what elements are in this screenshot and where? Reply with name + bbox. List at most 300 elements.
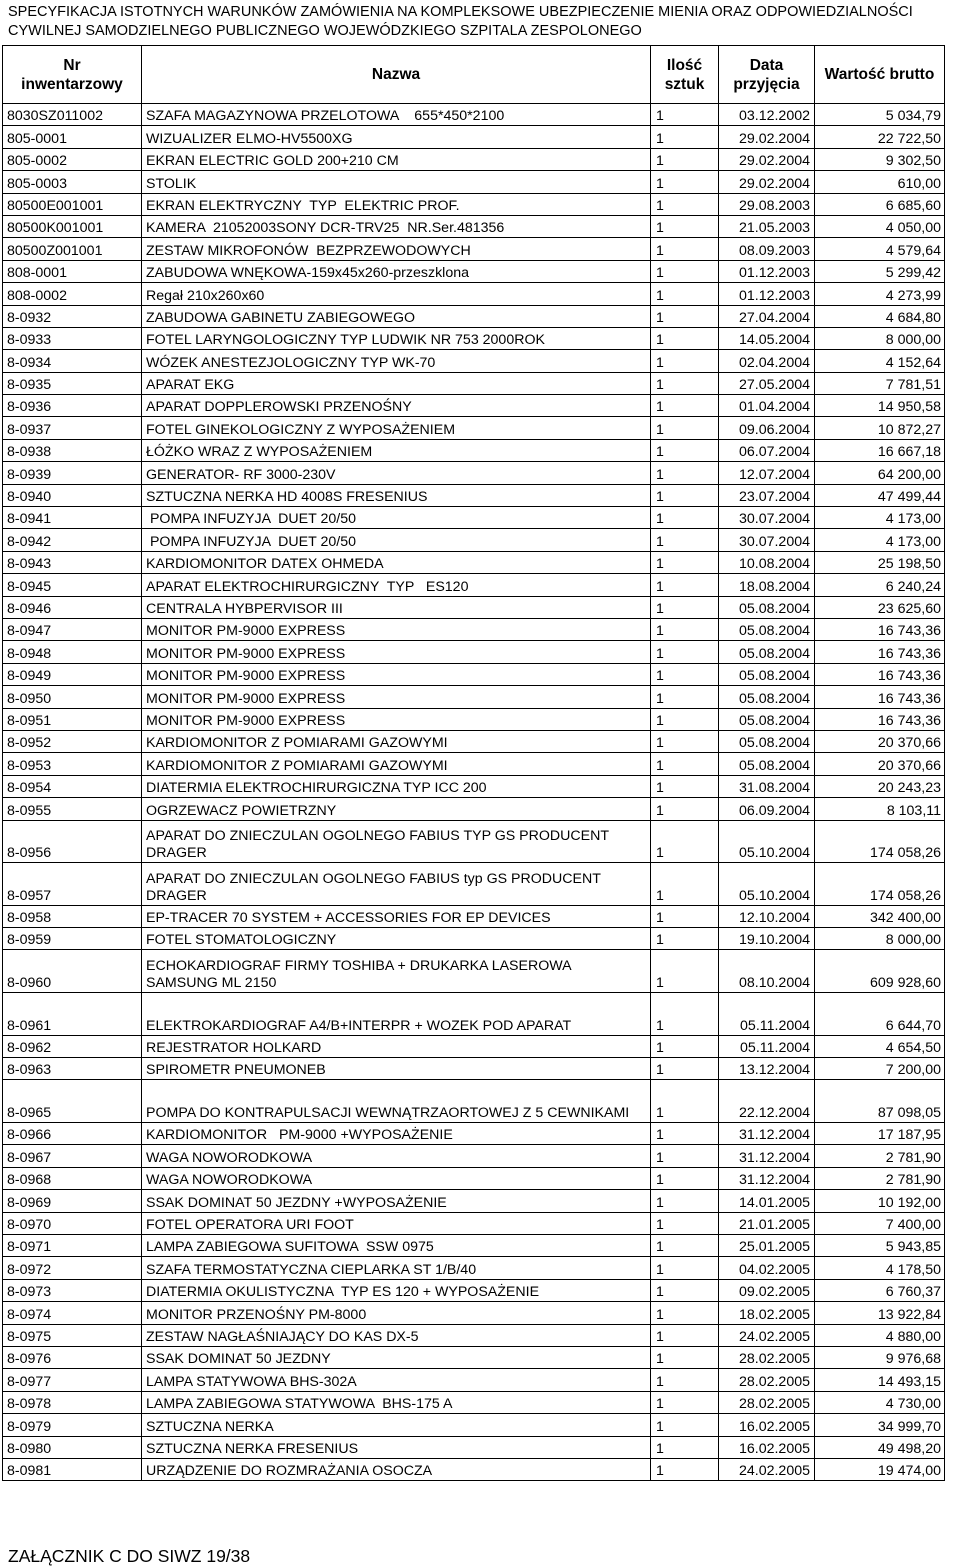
cell-quantity: 1 (651, 439, 719, 461)
cell-gross-value: 16 743,36 (815, 641, 945, 663)
cell-inventory-number: 8030SZ011002 (3, 104, 142, 126)
table-row (3, 260, 945, 282)
cell-gross-value: 5 299,42 (815, 260, 945, 282)
cell-name: REJESTRATOR HOLKARD (142, 1035, 651, 1057)
table-row (3, 1035, 945, 1057)
cell-inventory-number: 8-0965 (3, 1080, 142, 1123)
cell-quantity: 1 (651, 1035, 719, 1057)
cell-date: 05.08.2004 (719, 663, 815, 685)
table-row (3, 1458, 945, 1480)
cell-date: 03.12.2002 (719, 104, 815, 126)
cell-date: 14.05.2004 (719, 327, 815, 349)
cell-name: WAGA NOWORODKOWA (142, 1145, 651, 1167)
cell-quantity: 1 (651, 372, 719, 394)
cell-inventory-number: 8-0973 (3, 1279, 142, 1301)
cell-gross-value: 2 781,90 (815, 1167, 945, 1189)
cell-date: 30.07.2004 (719, 507, 815, 529)
cell-name: STOLIK (142, 171, 651, 193)
cell-inventory-number: 8-0938 (3, 439, 142, 461)
cell-name: FOTEL STOMATOLOGICZNY (142, 928, 651, 950)
cell-date: 23.07.2004 (719, 484, 815, 506)
cell-gross-value: 8 103,11 (815, 798, 945, 820)
cell-gross-value: 25 198,50 (815, 551, 945, 573)
table-row (3, 551, 945, 573)
cell-gross-value: 6 644,70 (815, 993, 945, 1036)
cell-inventory-number: 8-0966 (3, 1123, 142, 1145)
column-header-name: Nazwa (142, 46, 651, 104)
cell-date: 31.12.2004 (719, 1123, 815, 1145)
cell-inventory-number: 8-0945 (3, 574, 142, 596)
cell-inventory-number: 8-0956 (3, 820, 142, 863)
cell-inventory-number: 8-0959 (3, 928, 142, 950)
table-row (3, 484, 945, 506)
table-header-row (3, 46, 945, 104)
cell-gross-value: 4 173,00 (815, 529, 945, 551)
cell-quantity: 1 (651, 1080, 719, 1123)
cell-quantity: 1 (651, 238, 719, 260)
cell-name: Regał 210x260x60 (142, 283, 651, 305)
column-header-gross-value: Wartość brutto (815, 46, 945, 104)
table-row (3, 1190, 945, 1212)
cell-quantity: 1 (651, 1324, 719, 1346)
cell-gross-value: 2 781,90 (815, 1145, 945, 1167)
footer-attachment-label: ZAŁĄCZNIK C DO SIWZ 19/38 (8, 1546, 251, 1566)
cell-gross-value: 16 743,36 (815, 618, 945, 640)
cell-name: ELEKTROKARDIOGRAF A4/B+INTERPR + WOZEK POD APARAT (142, 993, 651, 1036)
cell-gross-value: 4 730,00 (815, 1391, 945, 1413)
cell-name: GENERATOR- RF 3000-230V (142, 462, 651, 484)
cell-name: MONITOR PM-9000 EXPRESS (142, 663, 651, 685)
cell-name: EKRAN ELECTRIC GOLD 200+210 CM (142, 148, 651, 170)
cell-name: MONITOR PM-9000 EXPRESS (142, 686, 651, 708)
cell-name: EP-TRACER 70 SYSTEM + ACCESSORIES FOR EP DEVICES (142, 905, 651, 927)
cell-gross-value: 6 240,24 (815, 574, 945, 596)
cell-gross-value: 9 302,50 (815, 148, 945, 170)
cell-quantity: 1 (651, 529, 719, 551)
table-row (3, 215, 945, 237)
cell-quantity: 1 (651, 171, 719, 193)
cell-date: 08.09.2003 (719, 238, 815, 260)
cell-quantity: 1 (651, 1257, 719, 1279)
cell-gross-value: 34 999,70 (815, 1414, 945, 1436)
cell-name: FOTEL OPERATORA URI FOOT (142, 1212, 651, 1234)
cell-inventory-number: 8-0963 (3, 1058, 142, 1080)
table-row (3, 863, 945, 906)
table-row (3, 596, 945, 618)
column-header-quantity: Ilość sztuk (651, 46, 719, 104)
cell-date: 18.02.2005 (719, 1302, 815, 1324)
cell-inventory-number: 8-0970 (3, 1212, 142, 1234)
cell-name: ZABUDOWA GABINETU ZABIEGOWEGO (142, 305, 651, 327)
cell-quantity: 1 (651, 1346, 719, 1368)
cell-quantity: 1 (651, 753, 719, 775)
cell-gross-value: 14 950,58 (815, 395, 945, 417)
cell-date: 24.02.2005 (719, 1458, 815, 1480)
cell-inventory-number: 8-0955 (3, 798, 142, 820)
cell-gross-value: 7 200,00 (815, 1058, 945, 1080)
cell-inventory-number: 8-0936 (3, 395, 142, 417)
cell-name: KAMERA 21052003SONY DCR-TRV25 NR.Ser.481356 (142, 215, 651, 237)
table-row (3, 663, 945, 685)
cell-quantity: 1 (651, 215, 719, 237)
cell-date: 25.01.2005 (719, 1234, 815, 1256)
cell-inventory-number: 8-0934 (3, 350, 142, 372)
table-row (3, 305, 945, 327)
cell-gross-value: 4 050,00 (815, 215, 945, 237)
cell-gross-value: 64 200,00 (815, 462, 945, 484)
cell-gross-value: 23 625,60 (815, 596, 945, 618)
table-row (3, 820, 945, 863)
cell-name: URZĄDZENIE DO ROZMRAŻANIA OSOCZA (142, 1458, 651, 1480)
header-line-2: CYWILNEJ SAMODZIELNEGO PUBLICZNEGO WOJEWÓDZKIEGO SZPITALA ZESPOLONEGO (8, 23, 642, 39)
cell-date: 12.10.2004 (719, 905, 815, 927)
table-row (3, 686, 945, 708)
cell-name: OGRZEWACZ POWIETRZNY (142, 798, 651, 820)
table-row (3, 641, 945, 663)
cell-date: 05.08.2004 (719, 730, 815, 752)
table-row (3, 1123, 945, 1145)
cell-date: 29.02.2004 (719, 171, 815, 193)
table-row (3, 395, 945, 417)
cell-date: 16.02.2005 (719, 1414, 815, 1436)
cell-date: 05.11.2004 (719, 993, 815, 1036)
cell-inventory-number: 8-0972 (3, 1257, 142, 1279)
table-row (3, 350, 945, 372)
table-row (3, 1369, 945, 1391)
cell-date: 29.08.2003 (719, 193, 815, 215)
table-row (3, 104, 945, 126)
cell-date: 22.12.2004 (719, 1080, 815, 1123)
cell-gross-value: 610,00 (815, 171, 945, 193)
cell-date: 08.10.2004 (719, 950, 815, 993)
cell-name: APARAT EKG (142, 372, 651, 394)
cell-gross-value: 16 743,36 (815, 663, 945, 685)
cell-date: 04.02.2005 (719, 1257, 815, 1279)
cell-date: 31.12.2004 (719, 1167, 815, 1189)
table-row (3, 905, 945, 927)
cell-name: LAMPA STATYWOWA BHS-302A (142, 1369, 651, 1391)
cell-name: FOTEL GINEKOLOGICZNY Z WYPOSAŻENIEM (142, 417, 651, 439)
cell-gross-value: 20 243,23 (815, 775, 945, 797)
cell-quantity: 1 (651, 551, 719, 573)
cell-inventory-number: 808-0001 (3, 260, 142, 282)
cell-date: 16.02.2005 (719, 1436, 815, 1458)
cell-gross-value: 4 654,50 (815, 1035, 945, 1057)
cell-gross-value: 16 743,36 (815, 708, 945, 730)
cell-date: 09.06.2004 (719, 417, 815, 439)
cell-date: 21.05.2003 (719, 215, 815, 237)
cell-quantity: 1 (651, 1369, 719, 1391)
cell-name: SZTUCZNA NERKA HD 4008S FRESENIUS (142, 484, 651, 506)
cell-quantity: 1 (651, 730, 719, 752)
table-row (3, 1279, 945, 1301)
table-row (3, 1257, 945, 1279)
cell-name: MONITOR PM-9000 EXPRESS (142, 708, 651, 730)
cell-gross-value: 49 498,20 (815, 1436, 945, 1458)
cell-gross-value: 6 760,37 (815, 1279, 945, 1301)
cell-gross-value: 6 685,60 (815, 193, 945, 215)
cell-quantity: 1 (651, 1391, 719, 1413)
cell-gross-value: 20 370,66 (815, 753, 945, 775)
table-row (3, 1080, 945, 1123)
cell-name: DIATERMIA OKULISTYCZNA TYP ES 120 + WYPOSAŻENIE (142, 1279, 651, 1301)
cell-date: 05.08.2004 (719, 618, 815, 640)
table-row (3, 1145, 945, 1167)
cell-date: 05.08.2004 (719, 596, 815, 618)
cell-name: SZTUCZNA NERKA (142, 1414, 651, 1436)
cell-date: 18.08.2004 (719, 574, 815, 596)
cell-inventory-number: 8-0981 (3, 1458, 142, 1480)
cell-date: 02.04.2004 (719, 350, 815, 372)
cell-quantity: 1 (651, 950, 719, 993)
table-row (3, 1414, 945, 1436)
table-row (3, 1234, 945, 1256)
cell-name: WÓZEK ANESTEZJOLOGICZNY TYP WK-70 (142, 350, 651, 372)
cell-inventory-number: 80500Z001001 (3, 238, 142, 260)
table-row (3, 1212, 945, 1234)
cell-gross-value: 47 499,44 (815, 484, 945, 506)
table-row (3, 283, 945, 305)
cell-date: 09.02.2005 (719, 1279, 815, 1301)
cell-date: 29.02.2004 (719, 126, 815, 148)
column-header-date: Data przyjęcia (719, 46, 815, 104)
cell-date: 05.10.2004 (719, 820, 815, 863)
cell-gross-value: 8 000,00 (815, 327, 945, 349)
cell-inventory-number: 8-0947 (3, 618, 142, 640)
cell-date: 05.08.2004 (719, 641, 815, 663)
cell-inventory-number: 8-0969 (3, 1190, 142, 1212)
cell-name: ZESTAW NAGŁAŚNIAJĄCY DO KAS DX-5 (142, 1324, 651, 1346)
cell-gross-value: 10 192,00 (815, 1190, 945, 1212)
cell-name: LAMPA ZABIEGOWA SUFITOWA SSW 0975 (142, 1234, 651, 1256)
cell-name: EKRAN ELEKTRYCZNY TYP ELEKTRIC PROF. (142, 193, 651, 215)
cell-gross-value: 7 781,51 (815, 372, 945, 394)
table-row (3, 1302, 945, 1324)
cell-gross-value: 4 880,00 (815, 1324, 945, 1346)
cell-inventory-number: 8-0976 (3, 1346, 142, 1368)
cell-gross-value: 13 922,84 (815, 1302, 945, 1324)
cell-quantity: 1 (651, 708, 719, 730)
cell-quantity: 1 (651, 928, 719, 950)
cell-gross-value: 87 098,05 (815, 1080, 945, 1123)
cell-inventory-number: 8-0943 (3, 551, 142, 573)
cell-quantity: 1 (651, 1302, 719, 1324)
cell-date: 31.12.2004 (719, 1145, 815, 1167)
cell-quantity: 1 (651, 1436, 719, 1458)
cell-quantity: 1 (651, 686, 719, 708)
cell-inventory-number: 8-0941 (3, 507, 142, 529)
cell-quantity: 1 (651, 484, 719, 506)
table-row (3, 1167, 945, 1189)
cell-date: 13.12.2004 (719, 1058, 815, 1080)
cell-quantity: 1 (651, 126, 719, 148)
cell-quantity: 1 (651, 462, 719, 484)
table-row (3, 171, 945, 193)
cell-quantity: 1 (651, 1145, 719, 1167)
cell-inventory-number: 8-0940 (3, 484, 142, 506)
table-body (3, 104, 945, 1481)
table-row (3, 618, 945, 640)
cell-name: POMPA DO KONTRAPULSACJI WEWNĄTRZAORTOWEJ Z 5 CEWNIKAMI (142, 1080, 651, 1123)
cell-date: 21.01.2005 (719, 1212, 815, 1234)
table-row (3, 417, 945, 439)
table-row (3, 1391, 945, 1413)
table-row (3, 993, 945, 1036)
cell-quantity: 1 (651, 775, 719, 797)
cell-gross-value: 9 976,68 (815, 1346, 945, 1368)
cell-inventory-number: 8-0977 (3, 1369, 142, 1391)
cell-name: SPIROMETR PNEUMONEB (142, 1058, 651, 1080)
cell-name: SZAFA MAGAZYNOWA PRZELOTOWA 655*450*2100 (142, 104, 651, 126)
table-row (3, 753, 945, 775)
cell-inventory-number: 8-0967 (3, 1145, 142, 1167)
cell-date: 24.02.2005 (719, 1324, 815, 1346)
cell-name: LAMPA ZABIEGOWA STATYWOWA BHS-175 A (142, 1391, 651, 1413)
table-row (3, 507, 945, 529)
cell-quantity: 1 (651, 596, 719, 618)
table-row (3, 775, 945, 797)
cell-name: KARDIOMONITOR Z POMIARAMI GAZOWYMI (142, 730, 651, 752)
cell-inventory-number: 808-0002 (3, 283, 142, 305)
cell-name: DIATERMIA ELEKTROCHIRURGICZNA TYP ICC 200 (142, 775, 651, 797)
cell-date: 01.12.2003 (719, 260, 815, 282)
cell-inventory-number: 8-0958 (3, 905, 142, 927)
cell-name: ECHOKARDIOGRAF FIRMY TOSHIBA + DRUKARKA LASEROWA SAMSUNG ML 2150 (142, 950, 651, 993)
cell-quantity: 1 (651, 618, 719, 640)
cell-gross-value: 4 178,50 (815, 1257, 945, 1279)
cell-date: 05.08.2004 (719, 708, 815, 730)
cell-inventory-number: 805-0001 (3, 126, 142, 148)
cell-date: 05.11.2004 (719, 1035, 815, 1057)
cell-gross-value: 4 273,99 (815, 283, 945, 305)
cell-quantity: 1 (651, 417, 719, 439)
cell-name: KARDIOMONITOR PM-9000 +WYPOSAŻENIE (142, 1123, 651, 1145)
table-row (3, 126, 945, 148)
document-header (8, 3, 913, 41)
cell-inventory-number: 8-0957 (3, 863, 142, 906)
cell-inventory-number: 8-0960 (3, 950, 142, 993)
cell-gross-value: 17 187,95 (815, 1123, 945, 1145)
cell-name: ZABUDOWA WNĘKOWA-159x45x260-przeszklona (142, 260, 651, 282)
cell-quantity: 1 (651, 641, 719, 663)
cell-name: ŁÓŻKO WRAZ Z WYPOSAŻENIEM (142, 439, 651, 461)
inventory-table (2, 45, 945, 1481)
cell-date: 05.08.2004 (719, 753, 815, 775)
cell-quantity: 1 (651, 1458, 719, 1480)
cell-inventory-number: 8-0953 (3, 753, 142, 775)
cell-quantity: 1 (651, 574, 719, 596)
cell-inventory-number: 8-0946 (3, 596, 142, 618)
cell-name: APARAT DO ZNIECZULAN OGOLNEGO FABIUS typ GS PRODUCENT DRAGER (142, 863, 651, 906)
cell-name: SZTUCZNA NERKA FRESENIUS (142, 1436, 651, 1458)
cell-date: 27.04.2004 (719, 305, 815, 327)
cell-name: SSAK DOMINAT 50 JEZDNY +WYPOSAŻENIE (142, 1190, 651, 1212)
cell-inventory-number: 8-0980 (3, 1436, 142, 1458)
cell-inventory-number: 8-0942 (3, 529, 142, 551)
cell-name: KARDIOMONITOR DATEX OHMEDA (142, 551, 651, 573)
table-row (3, 798, 945, 820)
cell-quantity: 1 (651, 148, 719, 170)
cell-name: POMPA INFUZYJA DUET 20/50 (142, 507, 651, 529)
cell-inventory-number: 8-0975 (3, 1324, 142, 1346)
cell-gross-value: 4 152,64 (815, 350, 945, 372)
cell-name: WAGA NOWORODKOWA (142, 1167, 651, 1189)
cell-gross-value: 19 474,00 (815, 1458, 945, 1480)
header-line-1: SPECYFIKACJA ISTOTNYCH WARUNKÓW ZAMÓWIENIA NA KOMPLEKSOWE UBEZPIECZENIE MIENIA ORAZ ODPOWIEDZIALNOŚCI (8, 4, 913, 20)
cell-date: 01.04.2004 (719, 395, 815, 417)
cell-inventory-number: 8-0949 (3, 663, 142, 685)
cell-quantity: 1 (651, 1123, 719, 1145)
table-row (3, 730, 945, 752)
cell-quantity: 1 (651, 260, 719, 282)
table-row (3, 148, 945, 170)
cell-quantity: 1 (651, 193, 719, 215)
column-header-inventory-number: Nr inwentarzowy (3, 46, 142, 104)
cell-quantity: 1 (651, 395, 719, 417)
cell-date: 06.09.2004 (719, 798, 815, 820)
cell-inventory-number: 80500K001001 (3, 215, 142, 237)
cell-quantity: 1 (651, 1279, 719, 1301)
cell-quantity: 1 (651, 905, 719, 927)
cell-inventory-number: 8-0961 (3, 993, 142, 1036)
cell-date: 12.07.2004 (719, 462, 815, 484)
table-row (3, 1346, 945, 1368)
cell-date: 28.02.2005 (719, 1369, 815, 1391)
cell-name: APARAT DOPPLEROWSKI PRZENOŚNY (142, 395, 651, 417)
cell-inventory-number: 8-0948 (3, 641, 142, 663)
cell-name: CENTRALA HYBPERVISOR III (142, 596, 651, 618)
cell-quantity: 1 (651, 305, 719, 327)
cell-gross-value: 8 000,00 (815, 928, 945, 950)
cell-quantity: 1 (651, 507, 719, 529)
table-row (3, 529, 945, 551)
cell-name: POMPA INFUZYJA DUET 20/50 (142, 529, 651, 551)
cell-inventory-number: 8-0951 (3, 708, 142, 730)
cell-gross-value: 20 370,66 (815, 730, 945, 752)
cell-name: MONITOR PM-9000 EXPRESS (142, 618, 651, 640)
table-row (3, 372, 945, 394)
table-row (3, 1436, 945, 1458)
table-row (3, 439, 945, 461)
cell-date: 10.08.2004 (719, 551, 815, 573)
cell-inventory-number: 8-0935 (3, 372, 142, 394)
cell-name: SSAK DOMINAT 50 JEZDNY (142, 1346, 651, 1368)
cell-name: KARDIOMONITOR Z POMIARAMI GAZOWYMI (142, 753, 651, 775)
table-row (3, 238, 945, 260)
cell-quantity: 1 (651, 798, 719, 820)
table-row (3, 928, 945, 950)
cell-inventory-number: 8-0962 (3, 1035, 142, 1057)
cell-gross-value: 22 722,50 (815, 126, 945, 148)
cell-gross-value: 174 058,26 (815, 863, 945, 906)
cell-gross-value: 7 400,00 (815, 1212, 945, 1234)
cell-quantity: 1 (651, 863, 719, 906)
cell-gross-value: 4 173,00 (815, 507, 945, 529)
cell-date: 28.02.2005 (719, 1346, 815, 1368)
cell-quantity: 1 (651, 1058, 719, 1080)
cell-date: 30.07.2004 (719, 529, 815, 551)
cell-date: 06.07.2004 (719, 439, 815, 461)
cell-gross-value: 342 400,00 (815, 905, 945, 927)
cell-inventory-number: 8-0937 (3, 417, 142, 439)
cell-quantity: 1 (651, 350, 719, 372)
cell-name: MONITOR PRZENOŚNY PM-8000 (142, 1302, 651, 1324)
cell-inventory-number: 8-0979 (3, 1414, 142, 1436)
cell-gross-value: 5 943,85 (815, 1234, 945, 1256)
cell-name: FOTEL LARYNGOLOGICZNY TYP LUDWIK NR 753 2000ROK (142, 327, 651, 349)
table-row (3, 1324, 945, 1346)
cell-date: 05.08.2004 (719, 686, 815, 708)
